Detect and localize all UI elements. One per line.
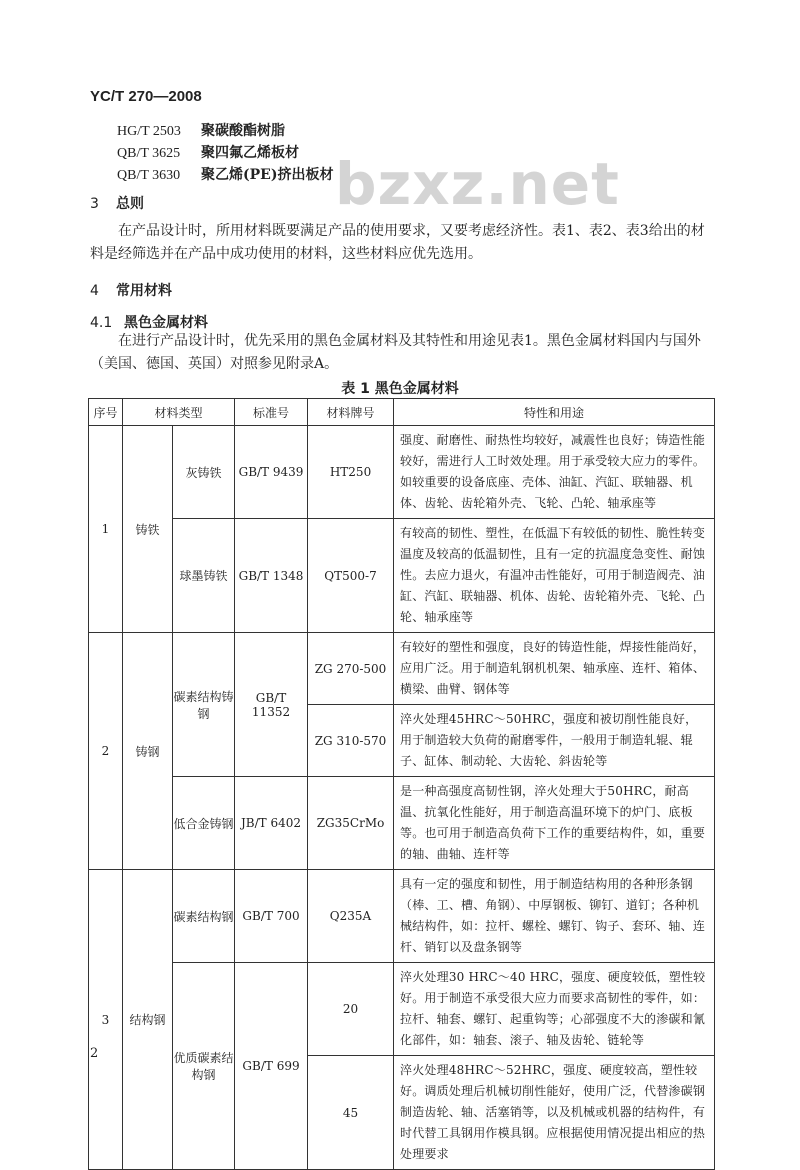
table-row xyxy=(89,633,715,705)
material-subtype: 低合金铸钢 xyxy=(173,777,235,870)
standard-name: 聚碳酸酯树脂 xyxy=(201,123,285,139)
material-subtype: 碳素结构铸钢 xyxy=(173,633,235,777)
usage-text: 淬火处理45HRC～50HRC，强度和被切削性能良好，用于制造较大负荷的耐磨零件，一般用于制造轧辊、辊子、缸体、制动轮、大齿轮、斜齿轮等 xyxy=(394,705,715,777)
standard-number: GB/T 11352 xyxy=(235,633,308,777)
table-row xyxy=(89,870,715,963)
col-header-grade: 材料牌号 xyxy=(308,399,394,426)
standard-number: GB/T 700 xyxy=(235,870,308,963)
usage-text: 是一种高强度高韧性钢，淬火处理大于50HRC，耐高温、抗氧化性能好，用于制造高温环境下的炉门、底板等。也可用于制造高负荷下工作的重要结构件，如，重要的轴、曲轴、连杆等 xyxy=(394,777,715,870)
standard-ref xyxy=(117,142,299,162)
row-number: 3 xyxy=(89,870,123,1170)
row-number: 2 xyxy=(89,633,123,870)
table-header-row xyxy=(89,399,715,426)
section-number: 4 xyxy=(90,283,99,299)
col-header-type: 材料类型 xyxy=(123,399,235,426)
row-number: 1 xyxy=(89,426,123,633)
standard-ref xyxy=(117,164,333,184)
material-grade: ZG35CrMo xyxy=(308,777,394,870)
material-grade: HT250 xyxy=(308,426,394,519)
standard-name: 聚四氟乙烯板材 xyxy=(201,145,299,161)
section-number: 3 xyxy=(90,196,99,212)
standard-ref xyxy=(117,120,285,140)
table-caption: 表 1 黑色金属材料 xyxy=(341,381,459,397)
material-category: 结构钢 xyxy=(123,870,173,1170)
material-category: 铸铁 xyxy=(123,426,173,633)
watermark: bzxz.net xyxy=(335,150,620,218)
standard-number: GB/T 9439 xyxy=(235,426,308,519)
standard-code: QB/T 3630 xyxy=(117,168,181,183)
col-header-usage: 特性和用途 xyxy=(394,399,715,426)
material-grade: ZG 310-570 xyxy=(308,705,394,777)
material-subtype: 球墨铸铁 xyxy=(173,519,235,633)
usage-text: 强度、耐磨性、耐热性均较好，减震性也良好；铸造性能较好，需进行人工时效处理。用于承受较大应力的零件。如较重要的设备底座、壳体、油缸、汽缸、联轴器、机体、齿轮、齿轮箱外壳、飞轮、凸轮、轴承座等 xyxy=(394,426,715,519)
section-heading xyxy=(90,312,208,332)
usage-text: 有较好的塑性和强度，良好的铸造性能，焊接性能尚好，应用广泛。用于制造轧钢机机架、轴承座、连杆、箱体、横梁、曲臂、钢体等 xyxy=(394,633,715,705)
section-title: 常用材料 xyxy=(116,283,172,299)
material-subtype: 优质碳素结构钢 xyxy=(173,963,235,1170)
standard-name: 聚乙烯(PE)挤出板材 xyxy=(201,167,334,183)
standard-code: HG/T 2503 xyxy=(117,124,181,139)
document-header: YC/T 270—2008 xyxy=(90,88,202,105)
material-grade: Q235A xyxy=(308,870,394,963)
standard-code: QB/T 3625 xyxy=(117,146,181,161)
ferrous-materials-table xyxy=(88,398,715,1170)
table-row xyxy=(89,777,715,870)
table-row xyxy=(89,963,715,1056)
usage-text: 有较高的韧性、塑性，在低温下有较低的韧性、脆性转变温度及较高的低温韧性，且有一定的抗温度急变性、耐蚀性。去应力退火，有温冲击性能好，可用于制造阀壳、油缸、汽缸、联轴器、机体、齿轮、齿轮箱外壳、飞轮、凸轮、轴承座等 xyxy=(394,519,715,633)
section-number: 4.1 xyxy=(90,315,113,331)
page-number: 2 xyxy=(90,1046,99,1061)
col-header-standard: 标准号 xyxy=(235,399,308,426)
material-grade: 45 xyxy=(308,1056,394,1170)
material-subtype: 灰铸铁 xyxy=(173,426,235,519)
usage-text: 淬火处理48HRC～52HRC，强度、硬度较高，塑性较好。调质处理后机械切削性能好，使用广泛，代替渗碳钢制造齿轮、轴、活塞销等，以及机械或机器的结构件，有时代替工具钢用作模具钢。应根据使用情况提出相应的热处理要求 xyxy=(394,1056,715,1170)
section-heading xyxy=(90,280,172,300)
material-category: 铸钢 xyxy=(123,633,173,870)
material-grade: 20 xyxy=(308,963,394,1056)
section-title: 黑色金属材料 xyxy=(124,315,208,331)
table-row xyxy=(89,426,715,519)
usage-text: 具有一定的强度和韧性，用于制造结构用的各种形条钢（棒、工、槽、角钢）、中厚钢板、铆钉、道钉；各种机械结构件，如：拉杆、螺栓、螺钉、钩子、套环、轴、连杆、销钉以及盘条钢等 xyxy=(394,870,715,963)
standard-number: GB/T 1348 xyxy=(235,519,308,633)
standard-number: GB/T 699 xyxy=(235,963,308,1170)
paragraph: 在产品设计时，所用材料既要满足产品的使用要求，又要考虑经济性。表1、表2、表3给出的材料是经筛选并在产品中成功使用的材料，这些材料应优先选用。 xyxy=(90,223,705,262)
paragraph: 在进行产品设计时，优先采用的黑色金属材料及其特性和用途见表1。黑色金属材料国内与国外（美国、德国、英国）对照参见附录A。 xyxy=(90,333,701,372)
section-title: 总则 xyxy=(116,196,144,212)
material-grade: ZG 270-500 xyxy=(308,633,394,705)
standard-number: JB/T 6402 xyxy=(235,777,308,870)
material-grade: QT500-7 xyxy=(308,519,394,633)
table-row xyxy=(89,519,715,633)
material-subtype: 碳素结构钢 xyxy=(173,870,235,963)
usage-text: 淬火处理30 HRC～40 HRC，强度、硬度较低，塑性较好。用于制造不承受很大应力而要求高韧性的零件，如：拉杆、轴套、螺钉、起重钩等；心部强度不大的渗碳和氰化部件，如：轴套、滚子、轴及齿轮、链轮等 xyxy=(394,963,715,1056)
col-header-no: 序号 xyxy=(89,399,123,426)
section-heading xyxy=(90,193,144,213)
